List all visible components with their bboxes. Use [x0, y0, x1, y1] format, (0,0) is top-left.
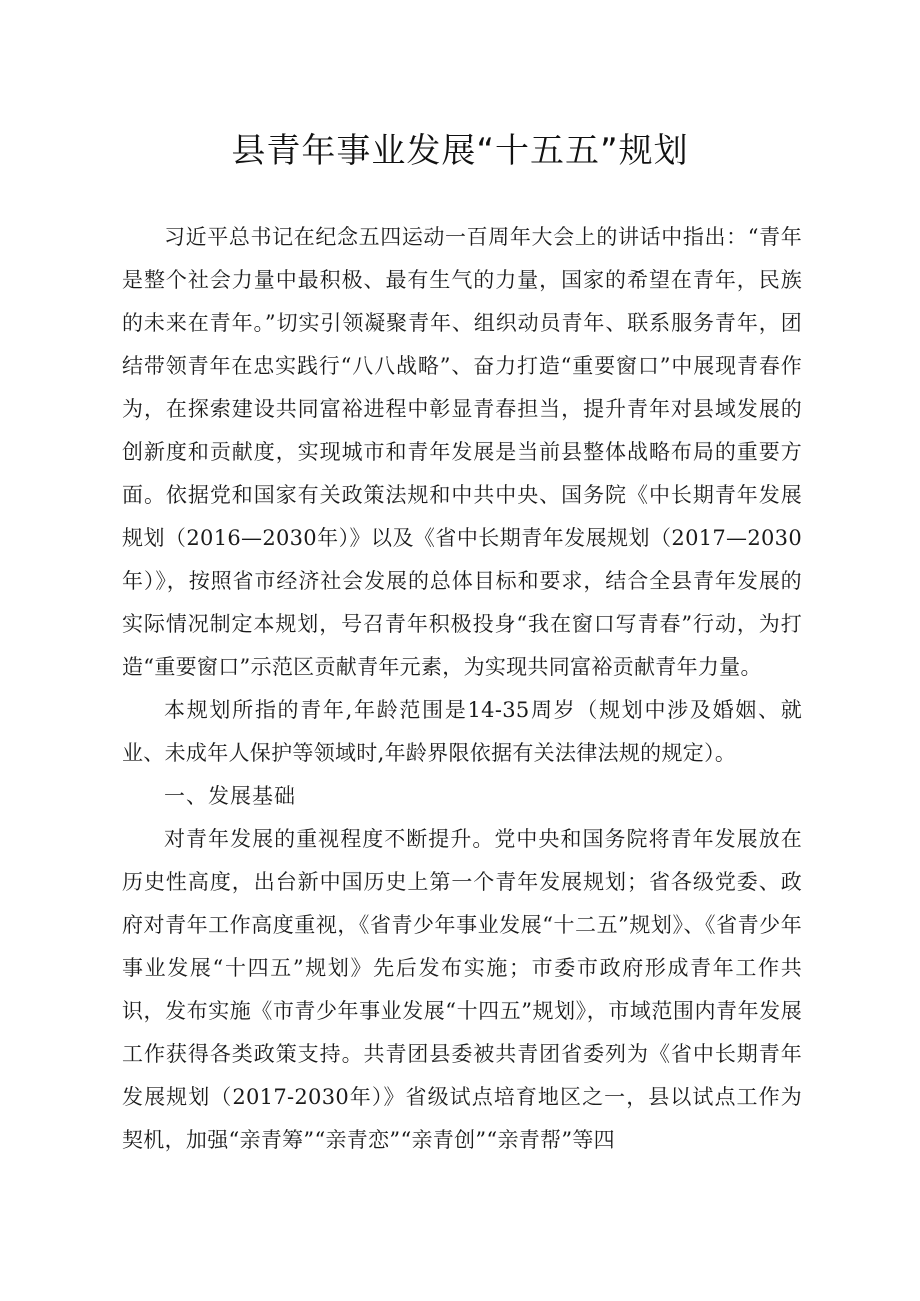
document-body — [122, 216, 802, 1162]
section-heading: 一、发展基础 — [164, 784, 296, 808]
document-title: 县青年事业发展“十五五”规划 — [231, 131, 689, 171]
section-paragraph: 对青年发展的重视程度不断提升。党中央和国务院将青年发展放在历史性高度，出台新中国历史上第一个青年发展规划；省各级党委、政府对青年工作高度重视，《省青少年事业发展“十二五”规划》、《省青少年事业发展“十四五”规划》先后发布实施；市委市政府形成青年工作共识，发布实施《市青少年事业发展“十四五”规划》，市域范围内青年发展工作获得各类政策支持。共青团县委被共青团省委列为《省中长期青年发展规划（2017-2030年）》省级试点培育地区之一，县以试点工作为契机，加强“亲青筹”“亲青恋”“亲青创”“亲青帮”等四 — [122, 827, 802, 1152]
intro-paragraph: 习近平总书记在纪念五四运动一百周年大会上的讲话中指出：“青年是整个社会力量中最积极、最有生气的力量，国家的希望在青年，民族的未来在青年。”切实引领凝聚青年、组织动员青年、联系服务青年，团结带领青年在忠实践行“八八战略”、奋力打造“重要窗口”中展现青春作为，在探索建设共同富裕进程中彰显青春担当，提升青年对县域发展的创新度和贡献度，实现城市和青年发展是当前县整体战略布局的重要方面。依据党和国家有关政策法规和中共中央、国务院《中长期青年发展规划（2016—2030年）》以及《省中长期青年发展规划（2017—2030年）》，按照省市经济社会发展的总体目标和要求，结合全县青年发展的实际情况制定本规划，号召青年积极投身“我在窗口写青春”行动，为打造“重要窗口”示范区贡献青年元素，为实现共同富裕贡献青年力量。 — [122, 225, 802, 679]
age-scope-paragraph: 本规划所指的青年,年龄范围是14-35周岁（规划中涉及婚姻、就业、未成年人保护等领域时,年龄界限依据有关法律法规的规定）。 — [122, 698, 802, 765]
